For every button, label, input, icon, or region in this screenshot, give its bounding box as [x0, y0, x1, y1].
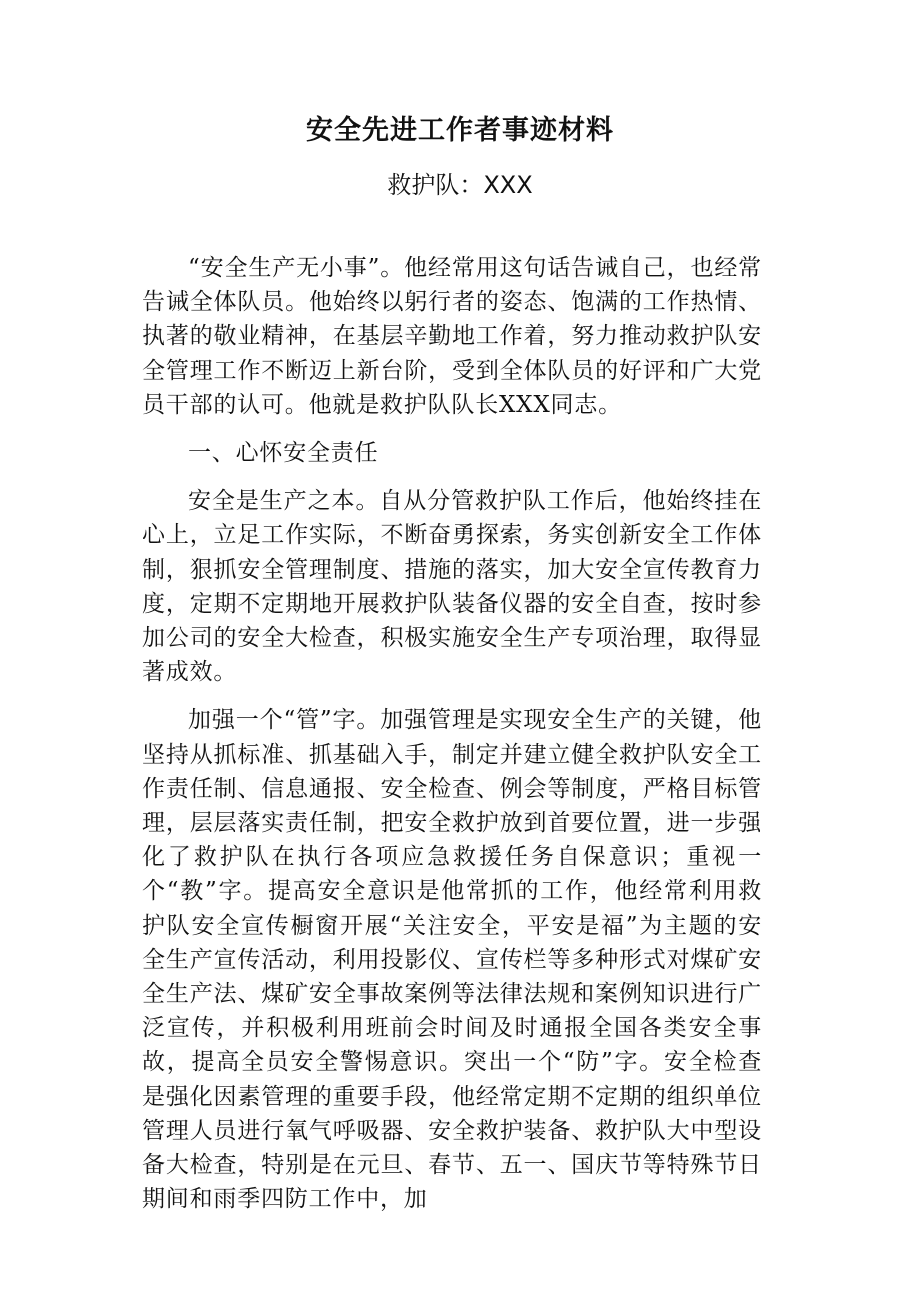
document-body	[142, 251, 762, 1216]
document-title: 安全先进工作者事迹材料	[306, 115, 614, 146]
paragraph-safety-basis: 安全是生产之本。自从分管救护队工作后，他始终挂在心上，立足工作实际，不断奋勇探索，务实创新安全工作体制，狠抓安全管理制度、措施的落实，加大安全宣传教育力度，定期不定期地开展救护队装备仪器的安全自查，按时参加公司的安全大检查，积极实施安全生产专项治理，取得显著成效。	[142, 488, 762, 686]
section-heading: 一、心怀安全责任	[188, 440, 379, 467]
paragraph-management: 加强一个“管”字。加强管理是实现安全生产的关键，他坚持从抓标准、抓基础入手，制定并建立健全救护队安全工作责任制、信息通报、安全检查、例会等制度，严格目标管理，层层落实责任制，把安全救护放到首要位置，进一步强化了救护队在执行各项应急救援任务自保意识；重视一个“教”字。提高安全意识是他常抓的工作，他经常利用救护队安全宣传橱窗开展“关注安全，平安是福”为主题的安全生产宣传活动，利用投影仪、宣传栏等多种形式对煤矿安全生产法、煤矿安全事故案例等法律法规和案例知识进行广泛宣传，并积极利用班前会时间及时通报全国各类安全事故，提高全员安全警惕意识。突出一个“防”字。安全检查是强化因素管理的重要手段，他经常定期不定期的组织单位管理人员进行氧气呼吸器、安全救护装备、救护队大中型设备大检查，特别是在元旦、春节、五一、国庆节等特殊节日期间和雨季四防工作中，加	[142, 707, 762, 1213]
paragraph-intro: “安全生产无小事”。他经常用这句话告诫自己，也经常告诫全体队员。他始终以躬行者的姿态、饱满的工作热情、执著的敬业精神，在基层辛勤地工作着，努力推动救护队安全管理工作不断迈上新台阶，受到全体队员的好评和广大党员干部的认可。他就是救护队队长XXX同志。	[142, 255, 762, 418]
document-subtitle: 救护队：XXX	[387, 171, 533, 199]
